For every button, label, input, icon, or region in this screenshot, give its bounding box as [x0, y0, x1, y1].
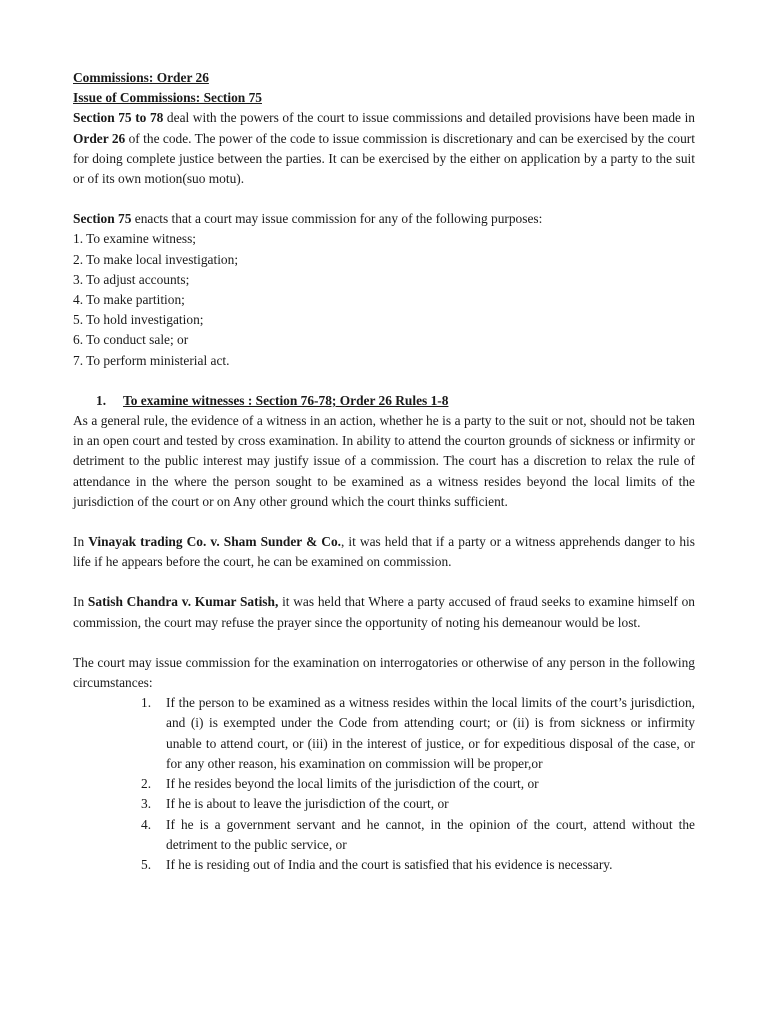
list-item — [141, 774, 695, 794]
document-title: Commissions: Order 26 — [73, 70, 209, 85]
list-item: 1. To examine witness; — [73, 231, 197, 247]
purposes-list — [73, 229, 695, 370]
item-text: If he is about to leave the jurisdiction of the court, or — [166, 796, 449, 812]
list-item: 3. To adjust accounts; — [73, 271, 190, 287]
case-name-satish: Satish Chandra v. Kumar Satish, — [87, 594, 279, 610]
case-text: , it was held that if a party or a witness apprehends danger to his life if he appears before the court, he can be examined on commission. — [73, 534, 695, 570]
item-text: If the person to be examined as a witness resides within the local limits of the court’s jurisdiction, and (i) is exempted under the Code from attending court; or (ii) is from sickness or infirmity unable to attend court, or (iii) in the interest of justice, or for expeditious disposal of the case, or for any other reason, his examination on commission will be proper,or — [166, 695, 695, 771]
intro-text-2: of the code. The power of the code to issue commission is discretionary and can be exercised by the court for doing complete justice between the parties. It can be exercised by the either on application by a party to the suit or of its own motion(suo motu). — [73, 130, 695, 187]
list-item — [141, 815, 695, 855]
section75-text: enacts that a court may issue commission for any of the following purposes: — [131, 211, 543, 227]
list-item: 5. To hold investigation; — [73, 312, 204, 328]
intro-bold-order: Order 26 — [73, 130, 126, 146]
case-pre: In — [73, 534, 89, 550]
item-text: If he resides beyond the local limits of the jurisdiction of the court, or — [166, 776, 539, 792]
intro-bold-sections: Section 75 to 78 — [73, 110, 164, 126]
witness-paragraph: As a general rule, the evidence of a witness in an action, whether he is a party to the suit or not, should not be taken in an open court and tested by cross examination. In ability to attend the courton grounds of sickness or infirmity or detriment to the public interest may justify issue of a commission. The court has a discretion to relax the rule of attendance in the where the person sought to be examined as a witness resides beyond the local limits of the jurisdiction of the court or on Any other ground which the court thinks sufficient. — [73, 413, 695, 509]
item-number: 1. — [141, 695, 152, 711]
section75-bold: Section 75 — [73, 211, 132, 227]
document-subtitle: Issue of Commissions: Section 75 — [73, 90, 262, 106]
section-number: 1. — [96, 392, 107, 408]
list-item — [141, 794, 695, 814]
circumstances-list — [141, 693, 695, 875]
intro-paragraph — [73, 108, 695, 189]
list-item — [141, 693, 695, 774]
intro-text-1: deal with the powers of the court to issue commissions and detailed provisions have been made in — [163, 110, 695, 126]
item-text: If he is residing out of India and the court is satisfied that his evidence is necessary. — [166, 856, 613, 872]
item-number: 4. — [141, 816, 152, 832]
item-number: 5. — [141, 856, 152, 872]
list-item: 4. To make partition; — [73, 292, 185, 308]
section-title: To examine witnesses : Section 76-78; Order 26 Rules 1-8 — [123, 392, 449, 408]
list-item: 6. To conduct sale; or — [73, 332, 189, 348]
circumstances-intro: The court may issue commission for the examination on interrogatories or otherwise of any person in the following circumstances: — [73, 654, 695, 691]
case-pre: In — [73, 594, 88, 610]
case-satish-paragraph — [73, 592, 695, 632]
item-number: 2. — [141, 776, 152, 792]
list-item — [141, 855, 695, 875]
section-heading-witnesses — [96, 391, 695, 411]
case-text: it was held that Where a party accused of fraud seeks to examine himself on commission, the court may refuse the prayer since the opportunity of noting his demeanour would be lost. — [73, 594, 696, 630]
list-item: 7. To perform ministerial act. — [73, 352, 230, 368]
item-number: 3. — [141, 796, 152, 812]
case-name-vinayak: Vinayak trading Co. v. Sham Sunder & Co. — [88, 534, 341, 550]
list-item: 2. To make local investigation; — [73, 251, 239, 267]
case-vinayak-paragraph — [73, 532, 695, 572]
section75-paragraph — [73, 209, 695, 229]
item-text: If he is a government servant and he cannot, in the opinion of the court, attend without the detriment to the public service, or — [166, 816, 695, 852]
